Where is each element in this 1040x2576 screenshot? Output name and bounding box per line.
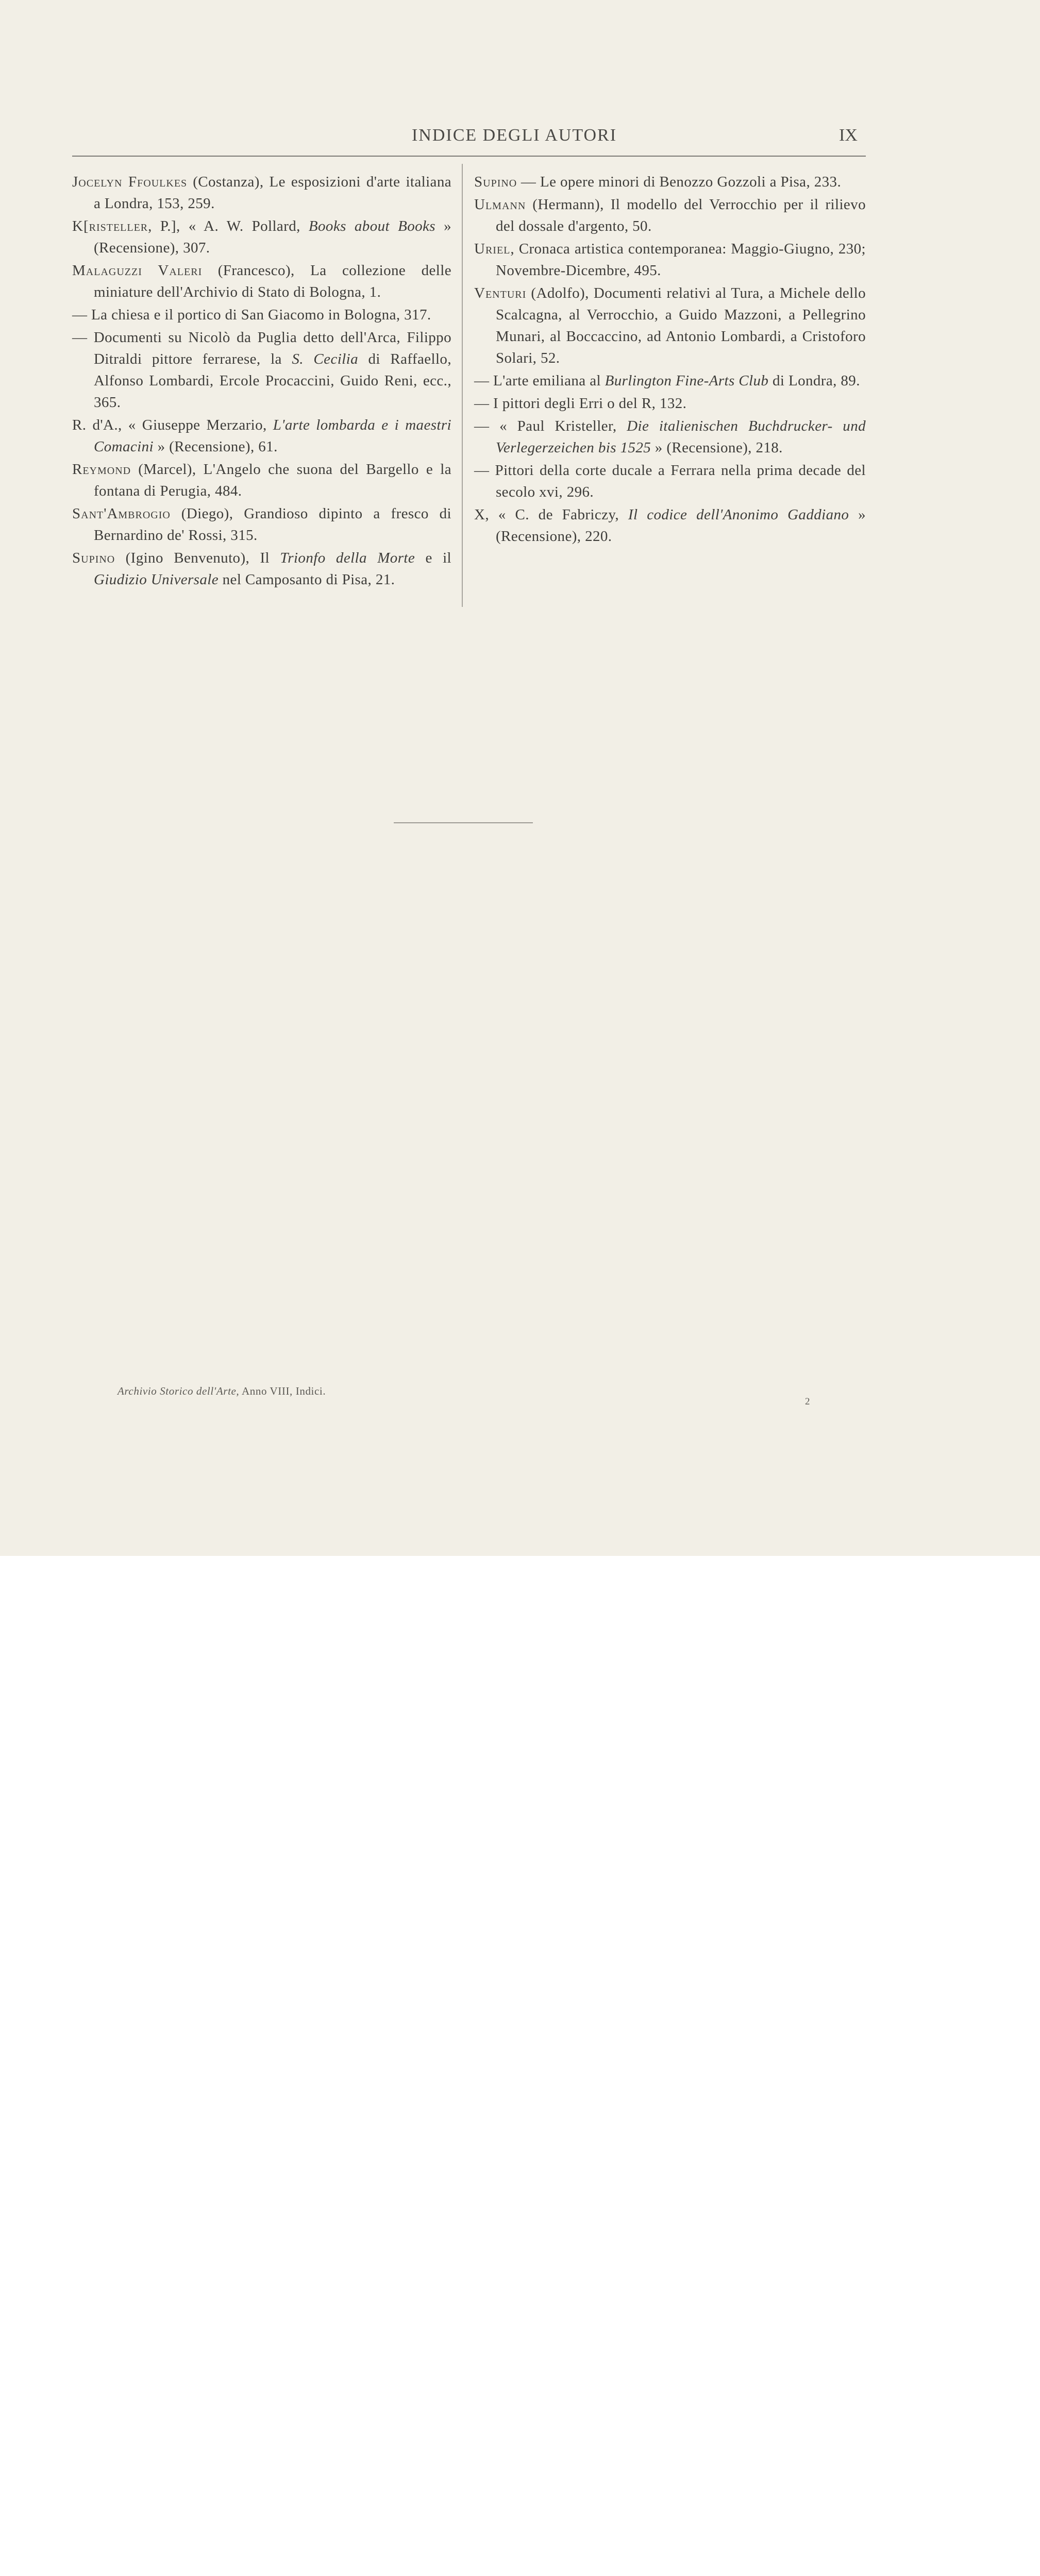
index-entry: — La chiesa e il portico di San Giacomo in Bologna, 317. xyxy=(72,307,431,323)
index-entry: Malaguzzi Valeri (Francesco), La collezione delle miniature dell'Archivio di Stato di Bologna, 1. xyxy=(72,262,451,300)
header-rule xyxy=(72,156,866,157)
column-divider xyxy=(462,164,463,607)
index-entry: — Pittori della corte ducale a Ferrara nella prima decade del secolo xvi, 296. xyxy=(474,462,866,500)
index-column-left xyxy=(72,171,451,590)
index-entry: Supino — Le opere minori di Benozzo Gozzoli a Pisa, 233. xyxy=(474,174,842,190)
index-entry: Sant'Ambrogio (Diego), Grandioso dipinto a fresco di Bernardino de' Rossi, 315. xyxy=(72,505,451,544)
running-head-page-number: IX xyxy=(839,126,858,145)
index-entry: Ulmann (Hermann), Il modello del Verrocchio per il rilievo del dossale d'argento, 50. xyxy=(474,196,866,234)
index-entry: X, « C. de Fabriczy, Il codice dell'Anonimo Gaddiano » (Recensione), 220. xyxy=(474,506,866,545)
index-entry: Supino (Igino Benvenuto), Il Trionfo della Morte e il Giudizio Universale nel Camposanto di Pisa, 21. xyxy=(72,550,451,588)
footer-note: Archivio Storico dell'Arte, Anno VIII, Indici. xyxy=(118,1385,326,1397)
index-entry: — L'arte emiliana al Burlington Fine-Arts Club di Londra, 89. xyxy=(474,372,860,389)
index-entry: Uriel, Cronaca artistica contemporanea: Maggio-Giugno, 230; Novembre-Dicembre, 495. xyxy=(474,241,866,279)
section-end-rule xyxy=(394,822,533,823)
index-entry: — I pittori degli Erri o del R, 132. xyxy=(474,395,687,412)
signature-mark: 2 xyxy=(805,1396,810,1407)
index-column-right xyxy=(474,171,866,547)
index-entry: Jocelyn Ffoulkes (Costanza), Le esposizioni d'arte italiana a Londra, 153, 259. xyxy=(72,174,451,212)
index-entry: — « Paul Kristeller, Die italienischen Buchdrucker- und Verlegerzeichen bis 1525 » (Recensione), 218. xyxy=(474,418,866,456)
index-entry: K[risteller, P.], « A. W. Pollard, Books about Books » (Recensione), 307. xyxy=(72,218,451,256)
digitization-footer xyxy=(0,1556,1040,1634)
running-head-title: INDICE DEGLI AUTORI xyxy=(411,126,617,145)
index-entry: R. d'A., « Giuseppe Merzario, L'arte lombarda e i maestri Comacini » (Recensione), 61. xyxy=(72,417,452,455)
index-entry: — Documenti su Nicolò da Puglia detto dell'Arca, Filippo Ditraldi pittore ferrarese, la S. Cecilia di Raffaello, Alfonso Lombardi, Ercole Procaccini, Guido Reni, ecc., 365. xyxy=(72,329,451,411)
index-entry: Reymond (Marcel), L'Angelo che suona del Bargello e la fontana di Perugia, 484. xyxy=(72,461,451,499)
index-entry: Venturi (Adolfo), Documenti relativi al Tura, a Michele dello Scalcagna, al Verrocchio, a Guido Mazzoni, a Pellegrino Munari, al Boccaccino, ad Antonio Lombardi, a Cristoforo Solari, 52. xyxy=(474,285,866,366)
